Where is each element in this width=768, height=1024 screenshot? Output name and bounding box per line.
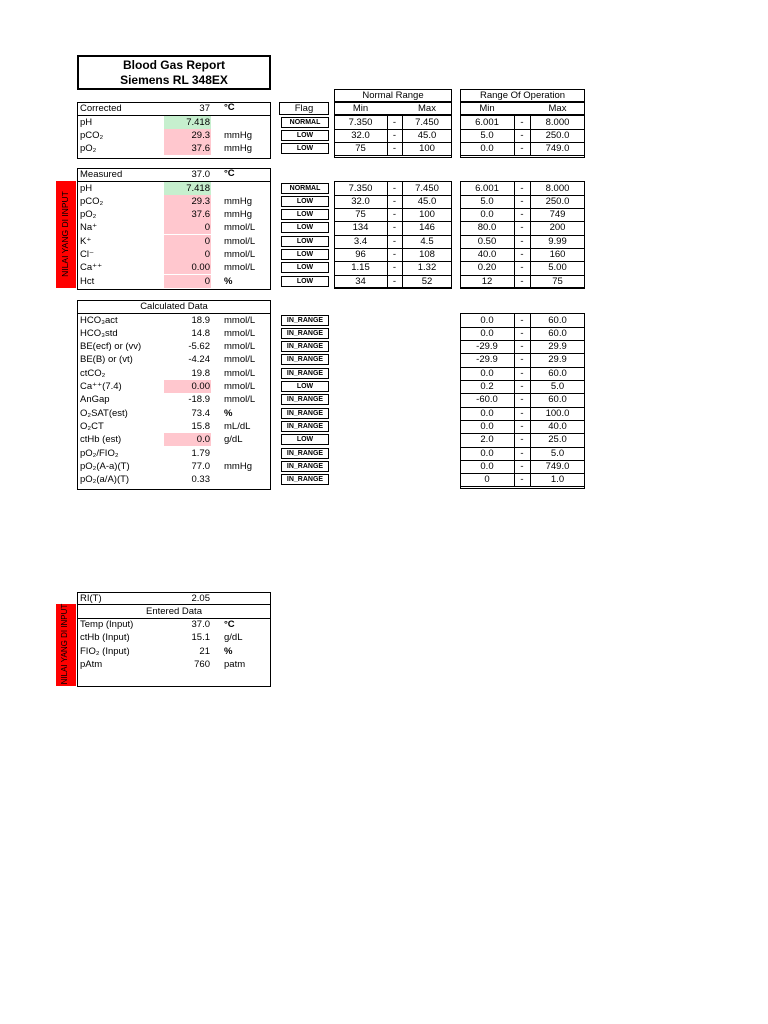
parameter-unit: mmol/L: [224, 327, 256, 339]
operation-dash: -: [520, 354, 524, 366]
parameter-unit: mmol/L: [224, 314, 256, 326]
flag-badge: LOW: [281, 222, 329, 233]
parameter-label: K⁺: [80, 235, 92, 247]
operation-sep: [530, 314, 531, 487]
parameter-unit: g/dL: [224, 434, 243, 446]
operation-max: 8.000: [545, 182, 570, 194]
operation-sep: [514, 314, 515, 487]
normal-max: 108: [419, 249, 435, 260]
entered-side-label: NILAI YANG DI INPUT: [60, 603, 69, 685]
operation-dash: -: [520, 129, 524, 141]
normal-max: 52: [421, 275, 433, 287]
parameter-unit: mmHg: [224, 209, 252, 221]
operation-min: 0.0: [480, 447, 494, 459]
operation-max: 75: [552, 275, 563, 287]
parameter-value: -4.24: [188, 354, 210, 366]
operation-min: 12: [481, 275, 493, 287]
normal-min-header: Min: [352, 103, 369, 114]
operation-min: 0.0: [480, 460, 494, 472]
corrected-value: 37: [199, 103, 210, 114]
normal-sep: [387, 182, 388, 288]
operation-dash: -: [520, 327, 524, 339]
parameter-value: 29.3: [191, 195, 210, 207]
normal-max: 4.5: [420, 235, 434, 247]
parameter-label: HCO₃std: [80, 327, 118, 339]
parameter-value: -18.9: [188, 394, 210, 406]
parameter-unit: mmol/L: [224, 222, 256, 234]
measured-unit: °C: [224, 168, 235, 179]
operation-max: 5.0: [550, 447, 565, 459]
flag-badge: LOW: [281, 196, 329, 207]
operation-min: 5.0: [480, 129, 494, 141]
flag-badge: IN_RANGE: [281, 408, 329, 419]
normal-dash: -: [392, 129, 397, 141]
parameter-label: pO₂/FIO₂: [80, 447, 119, 459]
parameter-value: 37.6: [191, 143, 210, 155]
flag-badge: LOW: [281, 236, 329, 247]
operation-max: 40.0: [548, 420, 567, 432]
normal-dash: -: [392, 182, 397, 194]
parameter-value: 1.79: [191, 447, 210, 459]
normal-dash: -: [392, 143, 397, 155]
measured-label: Measured: [80, 169, 123, 180]
flag-badge: IN_RANGE: [281, 354, 329, 365]
normal-range-header: Normal Range: [362, 90, 424, 101]
flag-badge: IN_RANGE: [281, 368, 329, 379]
operation-min: 0.0: [480, 327, 494, 339]
calculated-label: Calculated Data: [140, 301, 208, 312]
operation-dash: -: [520, 381, 524, 392]
normal-dash: -: [392, 235, 397, 247]
parameter-value: 73.4: [191, 407, 210, 419]
normal-min: 32.0: [351, 195, 370, 207]
parameter-label: O₂CT: [80, 420, 104, 432]
operation-min: 40.0: [477, 249, 497, 260]
parameter-label: pCO₂: [80, 129, 104, 141]
normal-min: 134: [352, 222, 369, 234]
operation-max: 100.0: [545, 407, 570, 419]
measured-side-label: NILAI YANG DI INPUT: [60, 191, 70, 277]
flag-badge: IN_RANGE: [281, 461, 329, 472]
operation-max: 5.0: [550, 381, 565, 392]
normal-max: 7.450: [415, 182, 439, 194]
parameter-label: pO₂: [80, 209, 97, 221]
parameter-value: 7.418: [186, 182, 210, 194]
parameter-label: Ca⁺⁺(7.4): [80, 381, 122, 392]
normal-dash: -: [392, 262, 397, 274]
normal-min: 32.0: [351, 129, 370, 141]
normal-min: 75: [355, 209, 366, 221]
operation-max: 1.0: [550, 474, 565, 486]
parameter-value: 18.9: [191, 314, 210, 326]
normal-min: 75: [355, 143, 366, 155]
operation-row-line: [460, 288, 585, 289]
parameter-value: 0.0: [196, 434, 210, 446]
normal-min: 3.4: [353, 235, 368, 247]
operation-min: 5.0: [480, 195, 494, 207]
entered-label: ctHb (Input): [80, 632, 130, 644]
range-operation-header: Range Of Operation: [479, 90, 566, 101]
parameter-unit: mmol/L: [224, 354, 256, 366]
parameter-label: pO₂(a/A)(T): [80, 474, 130, 486]
normal-max: 45.0: [417, 129, 437, 141]
entered-label: Temp (Input): [80, 619, 134, 630]
parameter-unit: mmHg: [224, 195, 252, 207]
entered-unit: °C: [224, 619, 235, 630]
operation-min: 0.20: [477, 262, 497, 274]
normal-row-line: [334, 155, 452, 156]
parameter-unit: mmol/L: [224, 262, 256, 274]
operation-dash: -: [520, 314, 524, 326]
flag-badge: IN_RANGE: [281, 421, 329, 432]
operation-dash: -: [520, 143, 524, 155]
entered-unit: g/dL: [224, 632, 243, 644]
parameter-value: 0: [204, 235, 210, 247]
operation-min: -29.9: [476, 341, 498, 353]
flag-badge: LOW: [281, 130, 329, 141]
flag-badge: IN_RANGE: [281, 315, 329, 326]
parameter-value: 0.00: [191, 381, 210, 392]
entered-unit: %: [224, 645, 233, 657]
normal-max: 7.450: [415, 116, 439, 128]
operation-min: 0: [484, 474, 490, 486]
flag-badge: LOW: [281, 209, 329, 220]
operation-dash: -: [520, 262, 524, 274]
operation-min: -60.0: [476, 394, 498, 406]
entered-value: 15.1: [191, 632, 210, 644]
operation-dash: -: [520, 367, 524, 379]
parameter-unit: mmol/L: [224, 394, 256, 406]
operation-max: 250.0: [545, 129, 570, 141]
parameter-unit: mmol/L: [224, 381, 256, 392]
parameter-label: O₂SAT(est): [80, 407, 128, 419]
parameter-label: pO₂: [80, 143, 97, 155]
operation-max: 60.0: [548, 314, 567, 326]
normal-sep: [402, 116, 403, 156]
normal-min: 7.350: [348, 116, 373, 128]
operation-dash: -: [520, 447, 524, 459]
parameter-value: 77.0: [191, 460, 210, 472]
parameter-unit: %: [224, 275, 233, 287]
operation-dash: -: [520, 407, 524, 419]
operation-dash: -: [520, 394, 524, 406]
entered-value: 37.0: [191, 619, 210, 630]
operation-sep: [530, 182, 531, 288]
parameter-value: 7.418: [186, 116, 210, 128]
operation-dash: -: [520, 209, 524, 221]
parameter-unit: %: [224, 407, 233, 419]
operation-min: 0.0: [480, 314, 494, 326]
flag-badge: IN_RANGE: [281, 448, 329, 459]
flag-badge: LOW: [281, 276, 329, 287]
operation-min: 0.0: [480, 420, 494, 432]
parameter-label: Cl⁻: [80, 249, 94, 260]
measured-value: 37.0: [191, 169, 210, 180]
flag-badge: LOW: [281, 249, 329, 260]
operation-max: 29.9: [548, 341, 567, 353]
parameter-unit: mmHg: [224, 460, 252, 472]
normal-sep: [387, 116, 388, 156]
ri-label: RI(T): [80, 593, 102, 604]
normal-dash: -: [392, 249, 397, 260]
parameter-value: 19.8: [191, 367, 210, 379]
flag-badge: IN_RANGE: [281, 474, 329, 485]
parameter-unit: mmol/L: [224, 367, 256, 379]
parameter-label: ctCO₂: [80, 367, 106, 379]
operation-dash: -: [520, 341, 524, 353]
flag-badge: LOW: [281, 381, 329, 392]
operation-dash: -: [520, 222, 524, 234]
parameter-unit: mL/dL: [224, 420, 251, 432]
flag-badge: LOW: [281, 262, 329, 273]
parameter-value: 14.8: [191, 327, 210, 339]
operation-dash: -: [520, 275, 524, 287]
operation-row-line: [460, 155, 585, 156]
normal-sep: [402, 182, 403, 288]
parameter-label: pH: [80, 116, 93, 128]
normal-max: 146: [419, 222, 435, 234]
operation-min: 0.0: [480, 407, 494, 419]
parameter-label: Ca⁺⁺: [80, 262, 103, 274]
ri-value: 2.05: [191, 593, 210, 604]
operation-max: 60.0: [548, 394, 567, 406]
operation-max-header: Max: [548, 103, 567, 114]
operation-max: 8.000: [545, 116, 570, 128]
operation-min: -29.9: [476, 354, 498, 366]
parameter-label: pH: [80, 182, 93, 194]
parameter-label: ctHb (est): [80, 434, 122, 446]
operation-dash: -: [520, 420, 524, 432]
operation-sep: [530, 116, 531, 156]
entered-value: 21: [199, 645, 210, 657]
operation-min: 0.50: [477, 235, 497, 247]
entered-label: pAtm: [80, 658, 103, 670]
operation-dash: -: [520, 182, 524, 194]
operation-max: 749.0: [545, 460, 570, 472]
operation-max: 749: [549, 209, 566, 221]
normal-dash: -: [392, 195, 397, 207]
parameter-value: -5.62: [188, 341, 210, 353]
parameter-label: pO₂(A-a)(T): [80, 460, 130, 472]
operation-max: 60.0: [548, 367, 567, 379]
flag-badge: IN_RANGE: [281, 394, 329, 405]
operation-min: 0.0: [480, 143, 494, 155]
parameter-unit: mmHg: [224, 129, 252, 141]
parameter-unit: mmol/L: [224, 235, 256, 247]
operation-min: 0.0: [480, 367, 494, 379]
operation-dash: -: [520, 474, 524, 486]
normal-dash: -: [392, 222, 397, 234]
parameter-value: 0: [204, 249, 210, 260]
normal-dash: -: [392, 116, 397, 128]
entered-label: Entered Data: [146, 606, 202, 617]
parameter-value: 0.00: [191, 262, 210, 274]
parameter-label: Hct: [80, 275, 95, 287]
corrected-unit: °C: [224, 102, 235, 113]
normal-max: 100: [419, 143, 435, 155]
parameter-label: HCO₃act: [80, 314, 118, 326]
operation-min: 0.2: [480, 381, 494, 392]
parameter-unit: mmol/L: [224, 249, 256, 260]
operation-max: 9.99: [548, 235, 567, 247]
operation-max: 200: [549, 222, 566, 234]
parameter-value: 37.6: [191, 209, 210, 221]
report-title: [77, 55, 271, 90]
normal-min: 7.350: [348, 182, 373, 194]
normal-min: 34: [355, 275, 366, 287]
corrected-label: Corrected: [80, 103, 122, 114]
parameter-label: pCO₂: [80, 195, 104, 207]
normal-dash: -: [392, 275, 397, 287]
operation-max: 160: [549, 249, 566, 260]
operation-min-header: Min: [479, 103, 495, 114]
operation-dash: -: [520, 195, 524, 207]
normal-min: 96: [355, 249, 366, 260]
operation-sep: [514, 116, 515, 156]
flag-badge: IN_RANGE: [281, 328, 329, 339]
parameter-unit: mmHg: [224, 143, 252, 155]
entered-unit: patm: [224, 658, 246, 670]
normal-dash: -: [392, 209, 397, 221]
parameter-value: 29.3: [191, 129, 210, 141]
report-title-line2: Siemens RL 348EX: [120, 73, 228, 87]
operation-max: 749.0: [545, 143, 570, 155]
operation-max: 5.00: [548, 262, 567, 274]
entered-label: FIO₂ (Input): [80, 645, 130, 657]
flag-badge: IN_RANGE: [281, 341, 329, 352]
parameter-label: AnGap: [80, 394, 110, 406]
normal-max-header: Max: [418, 103, 436, 114]
operation-dash: -: [520, 434, 524, 446]
parameter-label: BE(ecf) or (vv): [80, 341, 142, 353]
ri-divider: [77, 604, 271, 605]
flag-badge: NORMAL: [281, 117, 329, 128]
normal-min: 1.15: [351, 262, 370, 274]
operation-dash: -: [520, 116, 524, 128]
flag-badge: NORMAL: [281, 183, 329, 194]
operation-row-line: [460, 486, 585, 487]
operation-min: 80.0: [477, 222, 497, 234]
parameter-value: 0.33: [191, 474, 210, 486]
operation-sep: [514, 182, 515, 288]
operation-min: 6.001: [475, 182, 499, 194]
parameter-unit: mmol/L: [224, 341, 256, 353]
operation-max: 25.0: [548, 434, 567, 446]
normal-row-line: [334, 288, 452, 289]
parameter-value: 15.8: [191, 420, 210, 432]
report-title-line1: Blood Gas Report: [122, 58, 225, 72]
operation-dash: -: [520, 460, 524, 472]
flag-badge: LOW: [281, 143, 329, 154]
parameter-label: BE(B) or (vt): [80, 354, 133, 366]
parameter-value: 0: [204, 222, 210, 234]
normal-max: 1.32: [417, 262, 437, 274]
operation-max: 250.0: [545, 195, 570, 207]
operation-max: 60.0: [548, 327, 567, 339]
flag-header: Flag: [294, 103, 314, 114]
entered-value: 760: [194, 658, 210, 670]
parameter-label: Na⁺: [80, 222, 98, 234]
parameter-value: 0: [204, 275, 210, 287]
operation-max: 29.9: [548, 354, 567, 366]
operation-min: 2.0: [480, 434, 494, 446]
operation-dash: -: [520, 235, 524, 247]
flag-badge: LOW: [281, 434, 329, 445]
normal-max: 45.0: [417, 195, 437, 207]
operation-dash: -: [520, 249, 524, 260]
operation-min: 0.0: [480, 209, 494, 221]
operation-min: 6.001: [475, 116, 499, 128]
normal-max: 100: [419, 209, 435, 221]
